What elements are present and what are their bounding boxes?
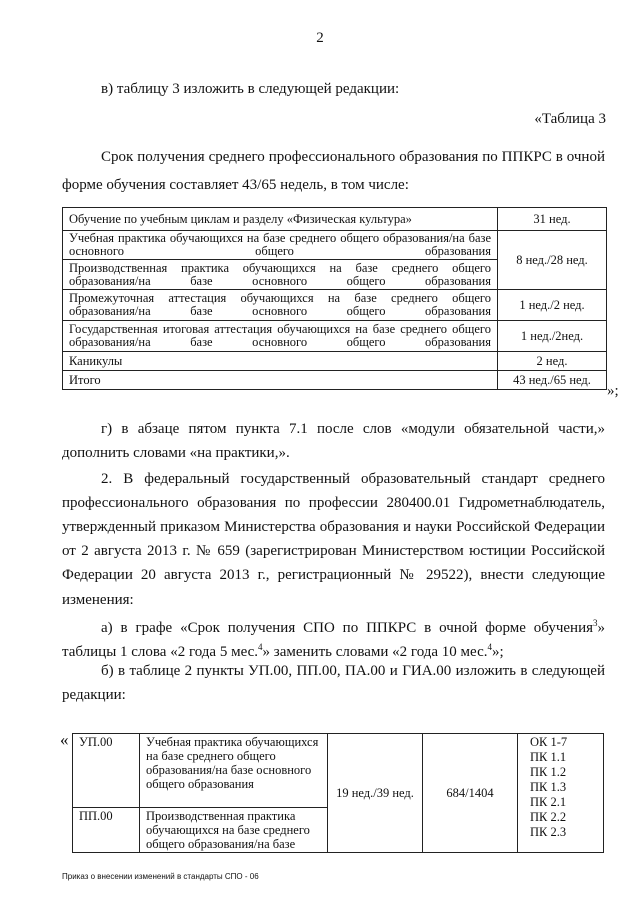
footnote-ref: 4 [258, 642, 263, 652]
table-cell: 1 нед./2нед. [498, 321, 607, 352]
table-cell: 2 нед. [498, 352, 607, 371]
table3-close: »; [607, 383, 619, 399]
footnote-ref: 4 [487, 642, 492, 652]
table-row [63, 290, 607, 321]
item-b-line1: б) в таблице 2 пункты УП.00, ПП.00, ПА.00 и ГИА.00 изложить в следующей [101, 663, 605, 679]
intro-line1: Срок получения среднего профессионального образования по ППКРС в очной [101, 149, 605, 165]
table-row [63, 321, 607, 352]
item-2-line2: профессионального образования по профессии 280400.01 Гидрометнаблюдатель, [62, 495, 605, 511]
competency-code: ПК 2.2 [530, 810, 567, 824]
table-cell: 31 нед. [498, 208, 607, 231]
item-g-line2: дополнить словами «на практики,». [62, 445, 290, 461]
competency-code: ПК 2.1 [530, 795, 567, 809]
practice-table [72, 733, 604, 853]
table-cell: 19 нед./39 нед. [328, 734, 423, 853]
item-g-line1: г) в абзаце пятом пункта 7.1 после слов «модули обязательной части,» [101, 421, 605, 437]
item-a-text: »; [492, 644, 504, 660]
item-a-text: » [597, 620, 605, 636]
table-cell: 43 нед./65 нед. [498, 371, 607, 390]
table-row [63, 208, 607, 231]
competency-code: ПК 1.2 [530, 765, 567, 779]
item-2-line4: от 2 августа 2013 г. № 659 (зарегистрирован Министерством юстиции Российской [62, 543, 605, 559]
table-cell: 684/1404 [423, 734, 518, 853]
item-b-line2: редакции: [62, 687, 126, 703]
table-cell: Итого [63, 371, 498, 390]
page-number: 2 [316, 30, 324, 46]
item-a-text: » заменить словами «2 года 10 мес. [262, 644, 488, 660]
item-a-line2 [62, 638, 504, 662]
table-cell: Учебная практика обучающихся на базе среднего общего образования/на базе основного общего образования [63, 231, 498, 260]
intro-line2: форме обучения составляет 43/65 недель, в том числе: [62, 177, 409, 193]
table-cell: УП.00 [73, 734, 140, 808]
table-cell: Производственная практика обучающихся на базе среднего общего образования/на базе [140, 808, 328, 853]
item-a-line1 [101, 614, 605, 638]
table-cell: Учебная практика обучающихся на базе среднего общего образования/на базе основного общего образования [140, 734, 328, 808]
table-cell: ПП.00 [73, 808, 140, 853]
table-cell: 1 нед./2 нед. [498, 290, 607, 321]
competency-code: ПК 1.1 [530, 750, 567, 764]
item-2-line5: Федерации 20 августа 2013 г., регистрационный № 29522), внести следующие [62, 567, 605, 583]
table-cell: Каникулы [63, 352, 498, 371]
item-a-text: таблицы 1 слова «2 года 5 мес. [62, 644, 259, 660]
item-v: в) таблицу 3 изложить в следующей редакции: [101, 81, 400, 97]
competency-code: ОК 1-7 [530, 735, 568, 749]
item-a-text: а) в графе «Срок получения СПО по ППКРС в очной форме обучения [101, 620, 593, 636]
table-row [63, 352, 607, 371]
table-cell: Производственная практика обучающихся на базе среднего общего образования/на базе основного общего образования [63, 260, 498, 290]
duration-table [62, 207, 607, 390]
footnote-ref: 3 [593, 618, 598, 628]
competency-code: ПК 1.3 [530, 780, 567, 794]
item-2-line3: утвержденный приказом Министерства образования и науки Российской Федерации [62, 519, 605, 535]
table-cell: Государственная итоговая аттестация обучающихся на базе среднего общего образования/на базе основного общего образования [63, 321, 498, 352]
table-row [63, 371, 607, 390]
table-cell: Обучение по учебным циклам и разделу «Физическая культура» [63, 208, 498, 231]
table-row [63, 231, 607, 260]
table3-caption: «Таблица 3 [534, 111, 606, 127]
table-row [73, 734, 604, 808]
competency-code: ПК 2.3 [530, 825, 567, 839]
table-cell: 8 нед./28 нед. [498, 231, 607, 290]
table2-open-quote: « [60, 730, 69, 749]
item-2-line1: 2. В федеральный государственный образовательный стандарт среднего [101, 471, 605, 487]
table-cell: Промежуточная аттестация обучающихся на базе среднего общего образования/на базе основного общего образования [63, 290, 498, 321]
footer-note: Приказ о внесении изменений в стандарты СПО - 06 [62, 872, 259, 881]
item-2-line6: изменения: [62, 592, 134, 608]
table-cell [518, 734, 604, 853]
